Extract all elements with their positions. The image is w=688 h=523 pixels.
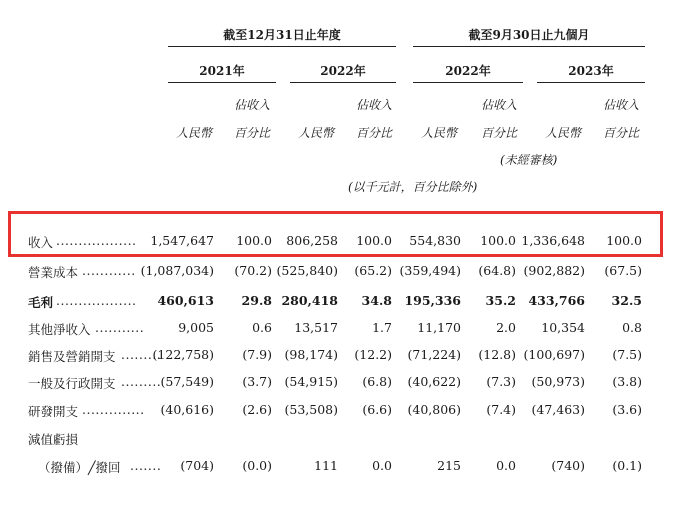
- row-leader-dots: ...........: [95, 320, 145, 335]
- amount-cell: (1,087,034): [140, 263, 214, 278]
- amount-cell: (525,840): [276, 263, 338, 278]
- amount-cell: 13,517: [294, 320, 338, 335]
- percent-cell: 100.0: [236, 233, 272, 248]
- row-leader-dots: ..................: [56, 233, 137, 248]
- percent-cell: 100.0: [606, 233, 642, 248]
- year-header-2022-9m: 2022年: [445, 64, 491, 78]
- amount-cell: 9,005: [178, 320, 214, 335]
- amount-cell: (71,224): [407, 347, 461, 362]
- pct-header-line2: 百分比: [234, 126, 271, 140]
- amount-cell: 10,354: [541, 320, 585, 335]
- rmb-header: 人民幣: [421, 126, 458, 140]
- year-header-2021: 2021年: [199, 64, 245, 78]
- percent-cell: (7.3): [486, 374, 516, 389]
- period-rule-year-end: [168, 46, 396, 47]
- amount-cell: (54,915): [284, 374, 338, 389]
- pct-header-line2: 百分比: [356, 126, 393, 140]
- percent-cell: (7.4): [486, 402, 516, 417]
- year-header-2022-fy: 2022年: [320, 64, 366, 78]
- unit-note: (以千元計，百分比除外): [348, 180, 478, 194]
- percent-cell: (3.6): [612, 402, 642, 417]
- amount-cell: (57,549): [160, 374, 214, 389]
- pct-header-line1: 佔收入: [356, 98, 393, 112]
- percent-cell: 1.7: [372, 320, 392, 335]
- row-label: 其他淨收入: [28, 322, 91, 337]
- year-header-2023-9m: 2023年: [568, 64, 614, 78]
- pct-header-line1: 佔收入: [481, 98, 518, 112]
- amount-cell: (122,758): [152, 347, 214, 362]
- year-rule: [168, 82, 276, 83]
- year-rule: [537, 82, 645, 83]
- row-leader-dots: .........: [121, 374, 162, 389]
- percent-cell: (0.0): [242, 458, 272, 473]
- percent-cell: 32.5: [611, 293, 642, 308]
- pct-header-line1: 佔收入: [234, 98, 271, 112]
- percent-cell: 0.8: [622, 320, 642, 335]
- rmb-header: 人民幣: [298, 126, 335, 140]
- amount-cell: 215: [437, 458, 461, 473]
- amount-cell: (50,973): [531, 374, 585, 389]
- row-label: 減值虧損: [28, 432, 79, 447]
- amount-cell: (359,494): [399, 263, 461, 278]
- year-rule: [290, 82, 396, 83]
- unaudited-note: (未經審核): [500, 153, 558, 167]
- row-leader-dots: ..............: [82, 402, 145, 417]
- percent-cell: (7.9): [242, 347, 272, 362]
- amount-cell: 433,766: [528, 293, 585, 308]
- amount-cell: 554,830: [409, 233, 461, 248]
- percent-cell: (6.8): [362, 374, 392, 389]
- percent-cell: (12.8): [478, 347, 516, 362]
- amount-cell: (53,508): [284, 402, 338, 417]
- percent-cell: (3.8): [612, 374, 642, 389]
- amount-cell: 460,613: [157, 293, 214, 308]
- percent-cell: (65.2): [354, 263, 392, 278]
- year-rule: [413, 82, 523, 83]
- percent-cell: 100.0: [356, 233, 392, 248]
- row-label: 毛利: [28, 295, 54, 310]
- amount-cell: 111: [314, 458, 338, 473]
- percent-cell: (64.8): [478, 263, 516, 278]
- amount-cell: (98,174): [284, 347, 338, 362]
- amount-cell: 195,336: [404, 293, 461, 308]
- row-leader-dots: ............: [82, 263, 136, 278]
- percent-cell: (7.5): [612, 347, 642, 362]
- percent-cell: 34.8: [361, 293, 392, 308]
- row-label: 一般及行政開支: [28, 376, 116, 391]
- percent-cell: 0.6: [252, 320, 272, 335]
- amount-cell: (40,806): [407, 402, 461, 417]
- amount-cell: (704): [180, 458, 214, 473]
- percent-cell: 35.2: [485, 293, 516, 308]
- amount-cell: (40,616): [160, 402, 214, 417]
- row-label: 研發開支: [28, 404, 79, 419]
- row-label: （撥備）╱撥回: [38, 460, 121, 475]
- rmb-header: 人民幣: [176, 126, 213, 140]
- amount-cell: 1,336,648: [521, 233, 585, 248]
- percent-cell: 0.0: [372, 458, 392, 473]
- period-header-nine-months: 截至9月30日止九個月: [468, 28, 590, 42]
- amount-cell: (902,882): [523, 263, 585, 278]
- percent-cell: (70.2): [234, 263, 272, 278]
- pct-header-line1: 佔收入: [603, 98, 640, 112]
- percent-cell: 100.0: [480, 233, 516, 248]
- pct-header-line2: 百分比: [603, 126, 640, 140]
- period-rule-nine-months: [413, 46, 645, 47]
- amount-cell: (100,697): [523, 347, 585, 362]
- amount-cell: 806,258: [286, 233, 338, 248]
- amount-cell: 1,547,647: [150, 233, 214, 248]
- row-label: 營業成本: [28, 265, 79, 280]
- percent-cell: (2.6): [242, 402, 272, 417]
- amount-cell: (740): [551, 458, 585, 473]
- amount-cell: 11,170: [417, 320, 461, 335]
- row-leader-dots: .......: [130, 458, 162, 473]
- percent-cell: (12.2): [354, 347, 392, 362]
- row-label: 銷售及營銷開支: [28, 349, 116, 364]
- period-header-year-end: 截至12月31日止年度: [223, 28, 341, 42]
- percent-cell: (6.6): [362, 402, 392, 417]
- amount-cell: (40,622): [407, 374, 461, 389]
- percent-cell: (67.5): [604, 263, 642, 278]
- rmb-header: 人民幣: [545, 126, 582, 140]
- row-leader-dots: .........: [121, 347, 162, 362]
- row-leader-dots: ..................: [56, 293, 137, 308]
- pct-header-line2: 百分比: [481, 126, 518, 140]
- percent-cell: 29.8: [241, 293, 272, 308]
- amount-cell: 280,418: [281, 293, 338, 308]
- percent-cell: 0.0: [496, 458, 516, 473]
- percent-cell: (0.1): [612, 458, 642, 473]
- amount-cell: (47,463): [531, 402, 585, 417]
- row-label: 收入: [28, 235, 54, 250]
- percent-cell: 2.0: [496, 320, 516, 335]
- percent-cell: (3.7): [242, 374, 272, 389]
